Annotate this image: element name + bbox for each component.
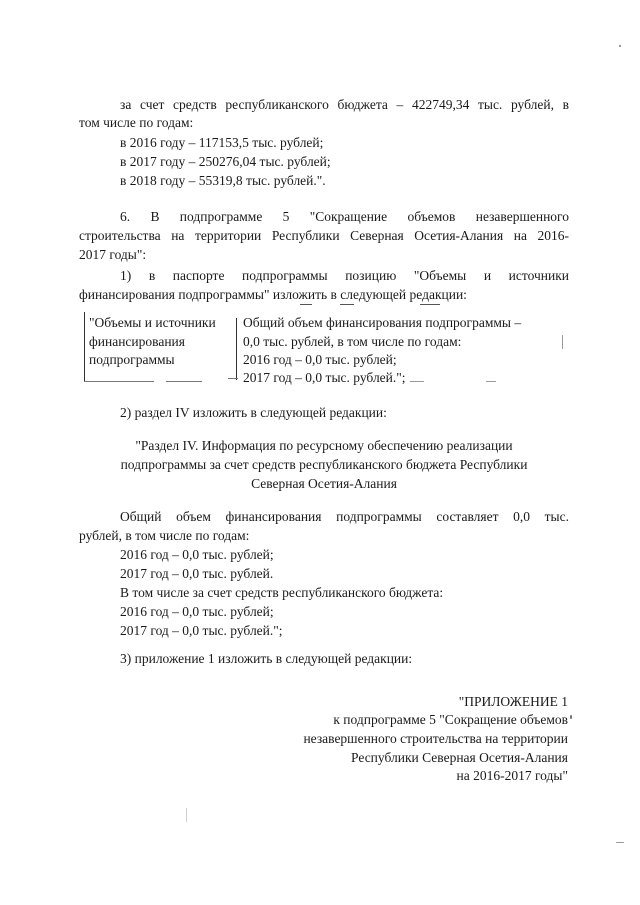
funding-line-2: рублей, в том числе по годам: bbox=[79, 528, 250, 543]
funding-budget-2016: 2016 год – 0,0 тыс. рублей; bbox=[120, 604, 274, 619]
table-right-border bbox=[562, 335, 563, 349]
funding-year-2017: 2017 год – 0,0 тыс. рублей. bbox=[120, 566, 274, 581]
scan-speck bbox=[619, 45, 621, 47]
intro-line-1: за счет средств республиканского бюджета – 422749,34 тыс. рублей, в bbox=[120, 97, 569, 112]
table-right-cell-line-2: 0,0 тыс. рублей, в том числе по годам: bbox=[243, 334, 462, 349]
table-left-cell-line-2: финансирования bbox=[89, 334, 185, 349]
table-bottom-border bbox=[410, 381, 424, 382]
scan-speck bbox=[616, 842, 624, 843]
table-left-cell-line-1: "Объемы и источники bbox=[89, 315, 216, 330]
funding-budget-2017: 2017 год – 0,0 тыс. рублей."; bbox=[120, 623, 283, 638]
table-right-cell-line-3: 2016 год – 0,0 тыс. рублей; bbox=[243, 352, 397, 367]
intro-year-2016: в 2016 году – 117153,5 тыс. рублей; bbox=[120, 135, 324, 150]
table-bottom-border bbox=[228, 378, 238, 379]
table-bottom-border bbox=[84, 381, 154, 382]
funding-line-1: Общий объем финансирования подпрограммы составляет 0,0 тыс. bbox=[120, 509, 569, 524]
funding-republican-budget: В том числе за счет средств республиканского бюджета: bbox=[120, 585, 444, 600]
intro-line-2: том числе по годам: bbox=[79, 115, 194, 130]
item6-line-1: 6. В подпрограмме 5 "Сокращение объемов незавершенного bbox=[120, 209, 569, 224]
item6-line-2: строительства на территории Республики Северная Осетия-Алания на 2016- bbox=[79, 228, 569, 243]
table-left-cell-line-3: подпрограммы bbox=[89, 352, 175, 367]
table-left-border bbox=[84, 312, 85, 382]
intro-year-2018: в 2018 году – 55319,8 тыс. рублей.". bbox=[120, 173, 326, 188]
funding-year-2016: 2016 год – 0,0 тыс. рублей; bbox=[120, 547, 274, 562]
table-column-divider bbox=[236, 318, 237, 380]
appendix-line-3: Республики Северная Осетия-Алания bbox=[351, 750, 568, 765]
table-right-cell-line-4: 2017 год – 0,0 тыс. рублей."; bbox=[243, 370, 406, 385]
table-top-mark bbox=[420, 304, 440, 305]
sub1-line-1: 1) в паспорте подпрограммы позицию "Объемы и источники bbox=[120, 268, 569, 283]
item6-line-3: 2017 годы": bbox=[79, 247, 147, 262]
sub1-line-2: финансирования подпрограммы" изложить в следующей редакции: bbox=[79, 287, 467, 302]
appendix-line-2: незавершенного строительства на территории bbox=[303, 731, 568, 746]
table-bottom-border bbox=[166, 381, 202, 382]
appendix-title: "ПРИЛОЖЕНИЕ 1 bbox=[458, 694, 568, 709]
table-bottom-border bbox=[486, 381, 496, 382]
section-title-line-1: "Раздел IV. Информация по ресурсному обеспечению реализации bbox=[135, 438, 513, 453]
intro-year-2017: в 2017 году – 250276,04 тыс. рублей; bbox=[120, 154, 331, 169]
sub2-line: 2) раздел IV изложить в следующей редакции: bbox=[120, 405, 387, 420]
section-title-line-2: подпрограммы за счет средств республиканского бюджета Республики bbox=[120, 457, 528, 472]
scan-speck bbox=[570, 715, 572, 719]
appendix-line-4: на 2016-2017 годы" bbox=[456, 768, 568, 783]
scan-speck bbox=[186, 808, 187, 822]
table-top-mark bbox=[340, 304, 354, 305]
table-top-mark bbox=[300, 304, 312, 305]
section-title-line-3: Северная Осетия-Алания bbox=[251, 476, 397, 491]
appendix-line-1: к подпрограмме 5 "Сокращение объемов bbox=[333, 712, 568, 727]
sub3-line: 3) приложение 1 изложить в следующей редакции: bbox=[120, 651, 413, 666]
table-right-cell-line-1: Общий объем финансирования подпрограммы – bbox=[243, 315, 522, 330]
